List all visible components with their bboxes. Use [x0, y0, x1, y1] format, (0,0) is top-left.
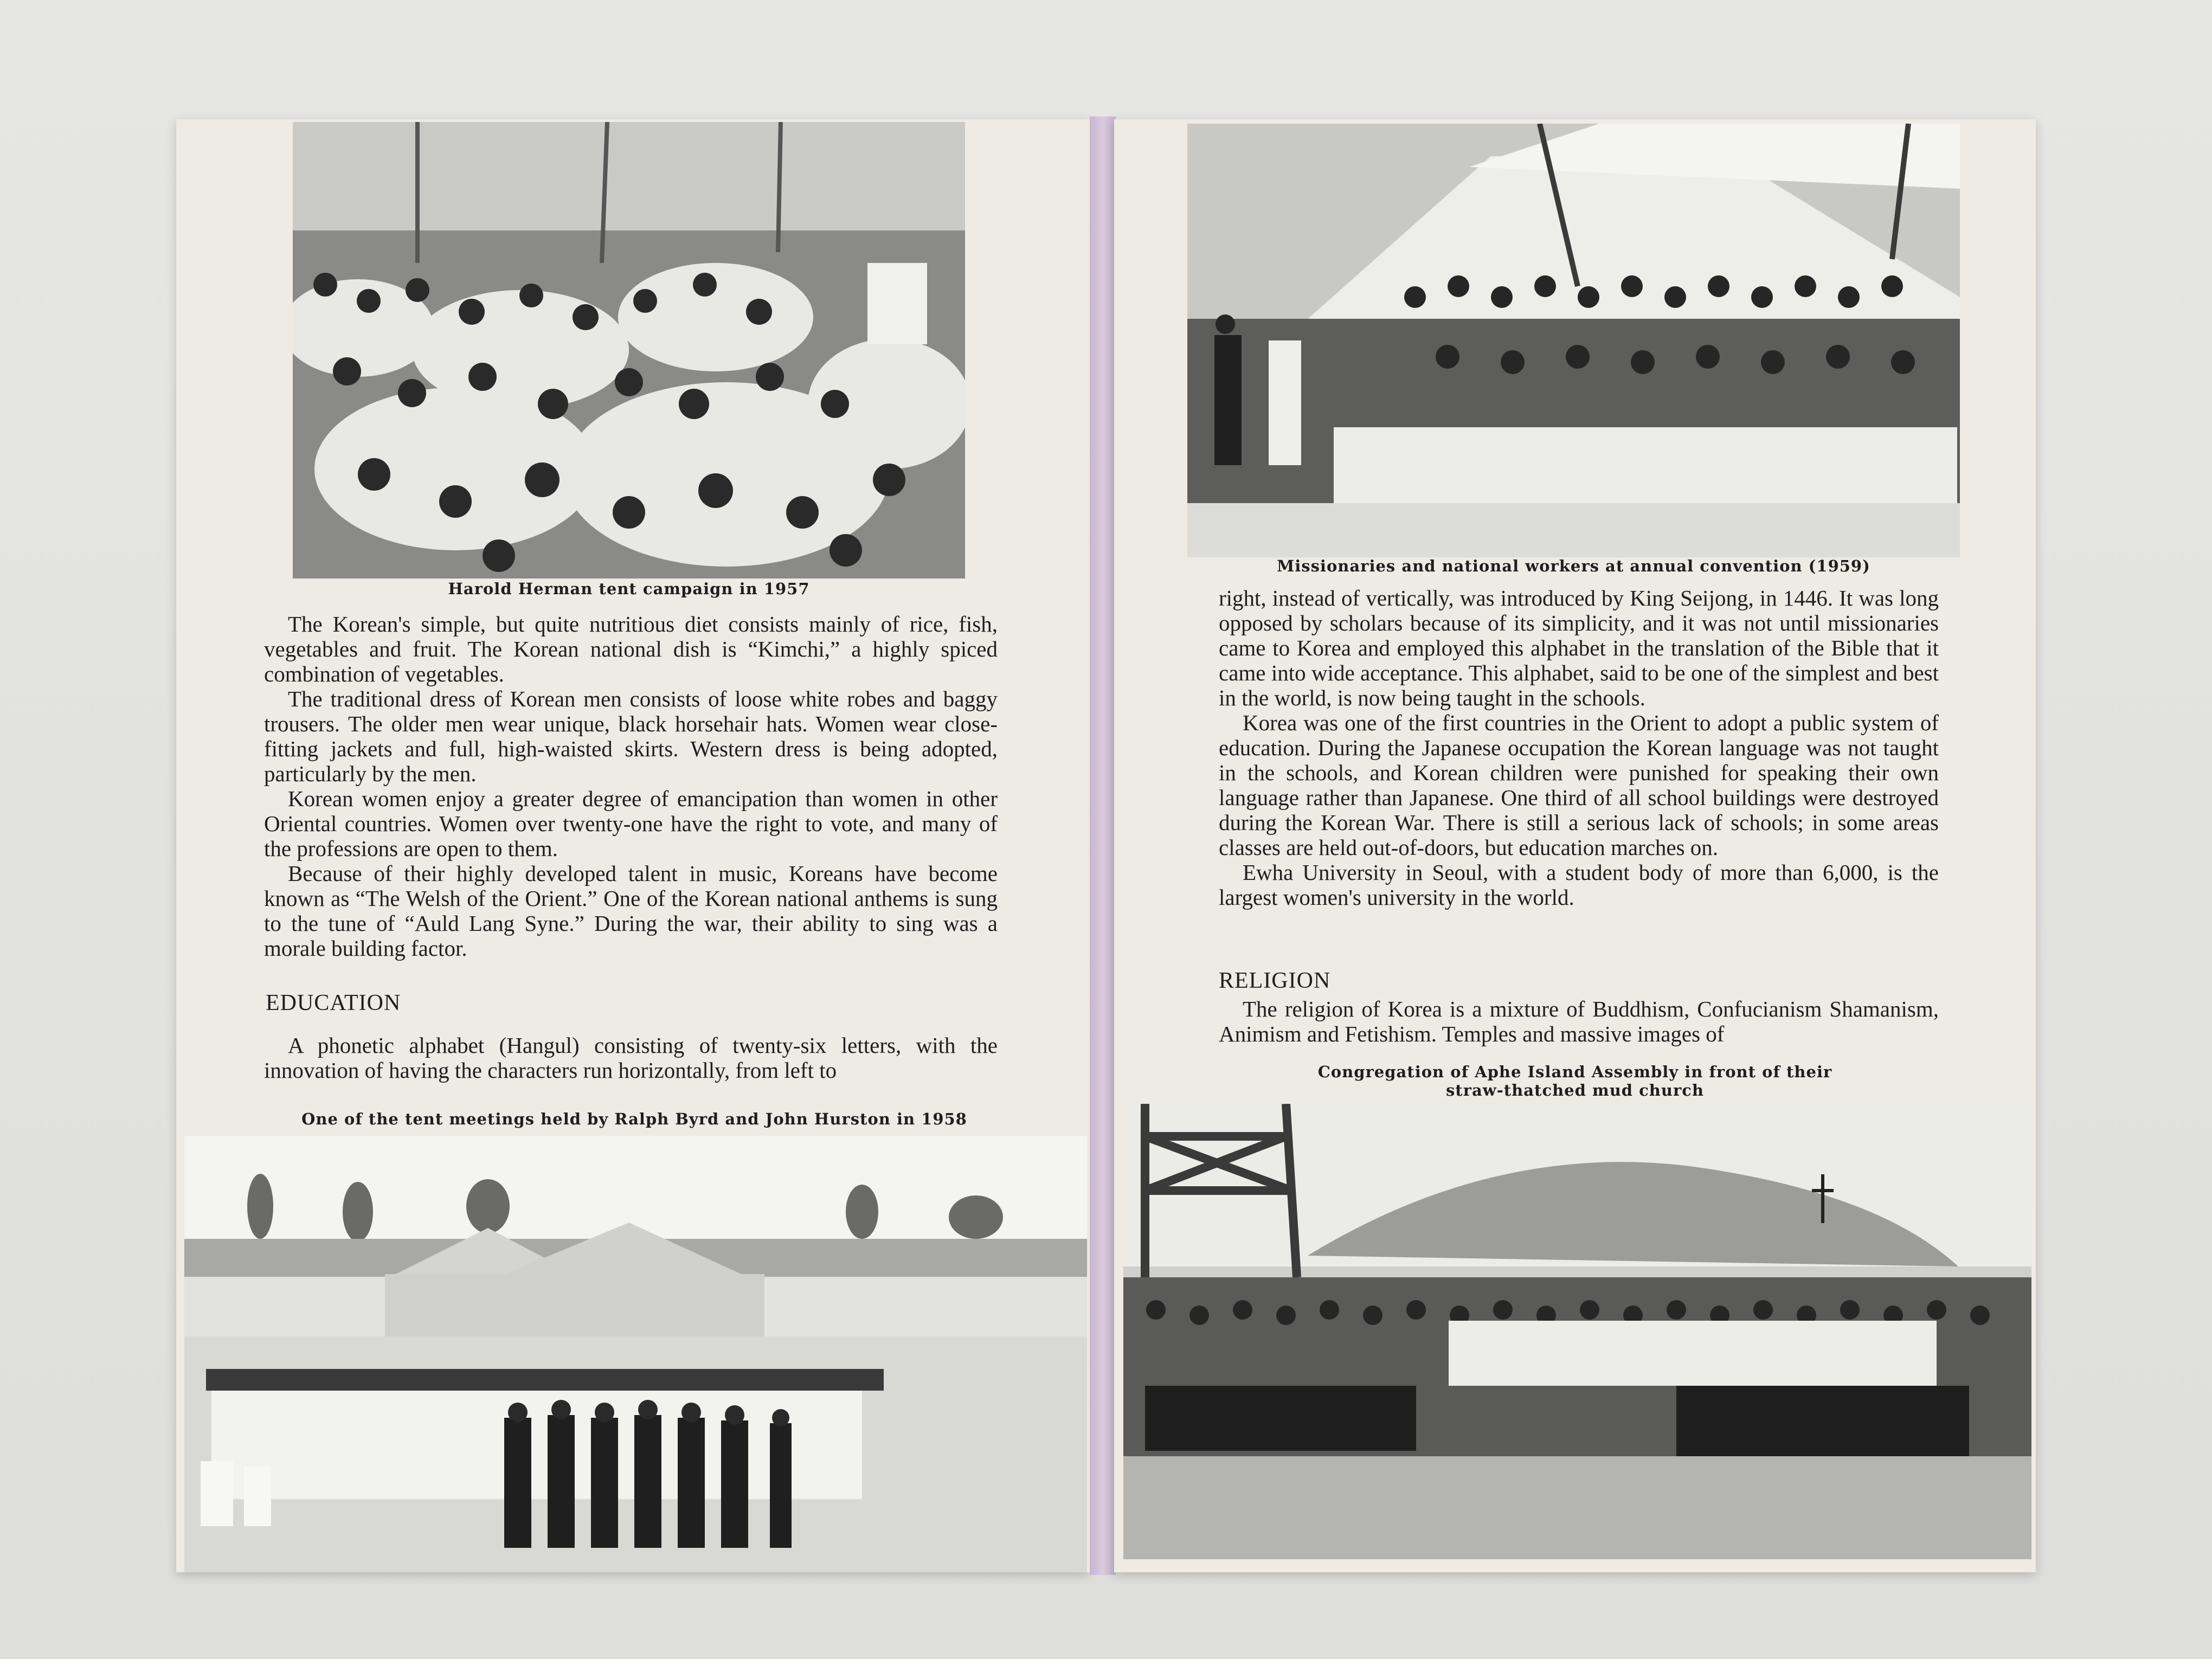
ewha-paragraph: Ewha University in Seoul, with a student body of more than 6,000, is the largest women's university in the world. — [1219, 860, 1939, 910]
religion-heading: RELIGION — [1219, 968, 1331, 993]
convention-caption: Missionaries and national workers at annual convention (1959) — [1277, 557, 1870, 575]
education-system-paragraph: Korea was one of the first countries in the Orient to adopt a public system of education. During the Japanese occupation the Korean language was not taught in the schools, and Korean children were punished for speaking their own language rather than Japanese. One third of all school buildings were destroyed during the Korean War. There is still a serious lack of schools; in some areas classes are held out-of-doors, but education marches on. — [1219, 710, 1939, 860]
hangul-paragraph: right, instead of vertically, was introduced by King Seijong, in 1446. It was long opposed by scholars because of its simplicity, and it was not until missionaries came to Korea and employed this alphabet in the translation of the Bible that it came into wide acceptance. This alphabet, said to be one of the simplest and best in the world, is now being taught in the schools. — [1219, 586, 1939, 710]
congregation-caption-line2: straw-thatched mud church — [1445, 1081, 1704, 1099]
congregation-caption-line1: Congregation of Aphe Island Assembly in front of their — [1317, 1063, 1832, 1081]
convention-photo — [1187, 124, 1960, 557]
education-paragraph: A phonetic alphabet (Hangul) consisting of twenty-six letters, with the innovation of having the characters run horizontally, from left to — [264, 1033, 998, 1083]
tent-campaign-photo — [293, 122, 965, 578]
religion-paragraph-block — [1219, 996, 1939, 1046]
tent-meetings-photo — [184, 1136, 1087, 1572]
right-page-body — [1219, 586, 1939, 910]
diet-paragraph: The Korean's simple, but quite nutritious diet consists mainly of rice, fish, vegetables and fruit. The Korean national dish is “Kimchi,” a highly spiced combination of vegetables. — [264, 612, 998, 686]
women-paragraph: Korean women enjoy a greater degree of emancipation than women in other Oriental countries. Women over twenty-one have the right to vote, and many of the professions are open to them. — [264, 786, 998, 861]
dress-paragraph: The traditional dress of Korean men consists of loose white robes and baggy trousers. The older men wear unique, black horsehair hats. Women wear close-fitting jackets and full, high-waisted skirts. Western dress is being adopted, particularly by the men. — [264, 686, 998, 786]
tent-meetings-caption: One of the tent meetings held by Ralph Byrd and John Hurston in 1958 — [301, 1110, 967, 1128]
religion-paragraph: The religion of Korea is a mixture of Buddhism, Confucianism Shamanism, Animism and Fetishism. Temples and massive images of — [1219, 996, 1939, 1046]
tent-campaign-caption: Harold Herman tent campaign in 1957 — [448, 580, 810, 598]
education-paragraph-block — [264, 1033, 998, 1083]
music-paragraph: Because of their highly developed talent in music, Koreans have become known as “The Welsh of the Orient.” One of the Korean national anthems is sung to the tune of “Auld Lang Syne.” During the war, their ability to sing was a morale building factor. — [264, 861, 998, 961]
congregation-caption — [1117, 1063, 2033, 1099]
education-heading: EDUCATION — [266, 991, 401, 1015]
booklet-spine — [1090, 117, 1116, 1575]
left-page-body — [264, 612, 998, 961]
congregation-photo — [1123, 1104, 2031, 1559]
